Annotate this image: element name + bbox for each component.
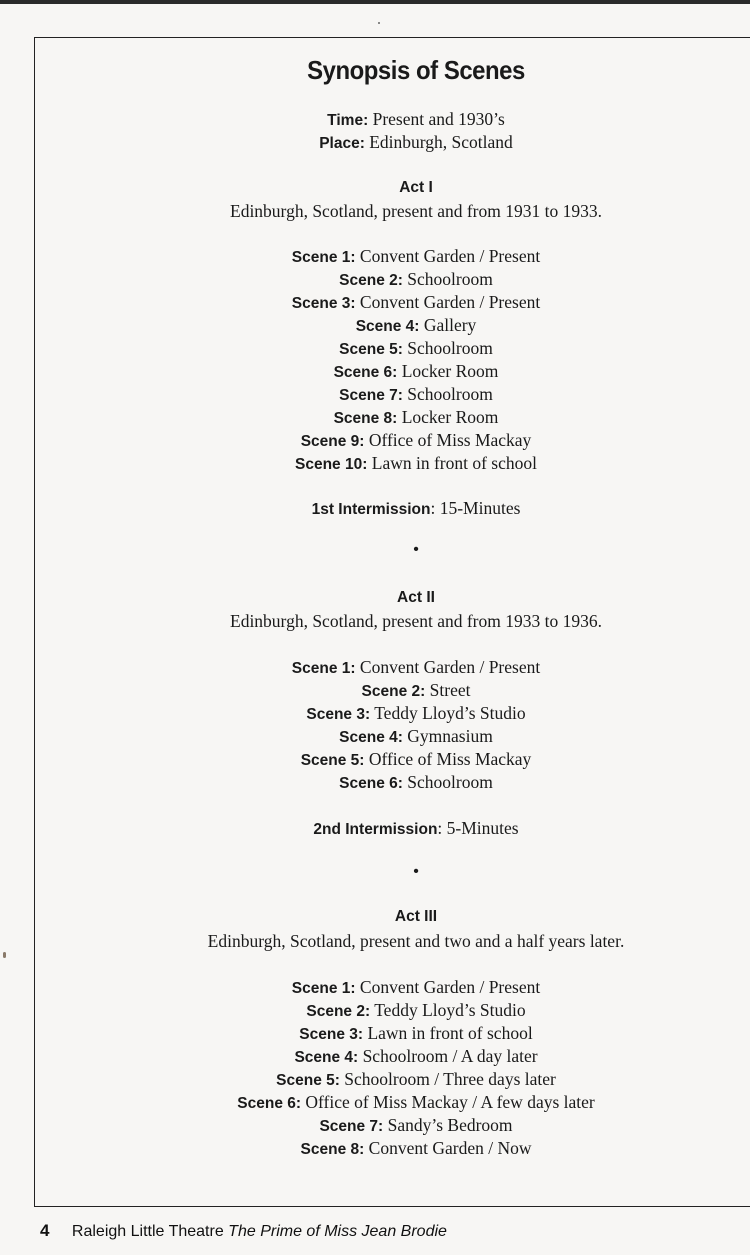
scene-value: Locker Room xyxy=(401,407,499,427)
scene-line xyxy=(34,360,750,384)
paper-speck xyxy=(378,22,380,24)
top-edge-line xyxy=(0,0,750,4)
place-label: Place: xyxy=(319,135,365,152)
scene-label: Scene 3: xyxy=(306,706,371,723)
scene-value: Convent Garden / Present xyxy=(359,977,541,997)
scene-line xyxy=(34,702,750,726)
scene-line xyxy=(34,268,750,292)
scene-value: Convent Garden / Now xyxy=(368,1138,532,1158)
scene-line xyxy=(34,976,750,1000)
scene-line xyxy=(34,679,750,703)
scene-value: Schoolroom xyxy=(407,269,493,289)
scene-value: Street xyxy=(429,680,471,700)
scene-line xyxy=(34,406,750,430)
scene-line xyxy=(34,383,750,407)
scene-value: Teddy Lloyd’s Studio xyxy=(374,1000,526,1020)
footer-play-title: The Prime of Miss Jean Brodie xyxy=(228,1223,447,1240)
scene-line xyxy=(34,314,750,338)
scene-value: Teddy Lloyd’s Studio xyxy=(374,703,526,723)
paper-speck-left xyxy=(3,952,6,958)
intermission-value: : 5-Minutes xyxy=(437,818,519,838)
scene-label: Scene 7: xyxy=(339,387,403,404)
scene-value: Office of Miss Mackay xyxy=(368,430,532,450)
act-1-heading: Act I xyxy=(399,179,433,196)
scene-label: Scene 5: xyxy=(339,341,403,358)
scene-value: Office of Miss Mackay / A few days later xyxy=(305,1092,595,1112)
scene-line xyxy=(34,337,750,361)
scene-line xyxy=(34,452,750,476)
scene-label: Scene 2: xyxy=(361,683,426,700)
scene-label: Scene 6: xyxy=(237,1095,302,1112)
scene-value: Schoolroom xyxy=(407,384,493,404)
time-line xyxy=(34,108,750,132)
scene-line xyxy=(34,1137,750,1161)
scene-value: Lawn in front of school xyxy=(371,453,537,473)
scene-label: Scene 4: xyxy=(339,729,403,746)
scene-value: Gallery xyxy=(423,315,477,335)
scene-label: Scene 9: xyxy=(300,433,365,450)
intermission-2 xyxy=(34,817,750,841)
scene-label: Scene 8: xyxy=(333,410,398,427)
scene-label: Scene 4: xyxy=(294,1049,359,1066)
scene-value: Schoolroom / Three days later xyxy=(344,1069,556,1089)
scene-label: Scene 3: xyxy=(291,295,356,312)
scene-label: Scene 1: xyxy=(291,980,356,997)
scene-value: Schoolroom / A day later xyxy=(362,1046,538,1066)
scene-value: Convent Garden / Present xyxy=(359,246,541,266)
scene-label: Scene 4: xyxy=(355,318,420,335)
scene-label: Scene 10: xyxy=(294,456,368,473)
scene-label: Scene 7: xyxy=(319,1118,384,1135)
scene-value: Convent Garden / Present xyxy=(359,657,541,677)
act-2-description: Edinburgh, Scotland, present and from 1933 to 1936. xyxy=(230,611,602,631)
act-1-description: Edinburgh, Scotland, present and from 1931 to 1933. xyxy=(230,201,602,221)
scene-value: Office of Miss Mackay xyxy=(368,749,532,769)
time-label: Time: xyxy=(327,112,369,129)
scene-line xyxy=(34,1045,750,1069)
scene-line xyxy=(34,245,750,269)
scene-line xyxy=(34,999,750,1023)
scene-value: Schoolroom xyxy=(407,772,493,792)
separator-bullet: • xyxy=(413,541,419,558)
intermission-label: 1st Intermission xyxy=(311,501,431,518)
footer-organization: Raleigh Little Theatre xyxy=(71,1223,224,1240)
scene-value: Sandy’s Bedroom xyxy=(387,1115,513,1135)
scene-value: Gymnasium xyxy=(407,726,493,746)
intermission-1 xyxy=(34,497,750,521)
page-footer xyxy=(40,1221,447,1241)
intermission-label: 2nd Intermission xyxy=(313,821,438,838)
scene-label: Scene 2: xyxy=(306,1003,371,1020)
place-value: Edinburgh, Scotland xyxy=(369,132,513,152)
place-line xyxy=(34,131,750,155)
scene-line xyxy=(34,429,750,453)
scene-line xyxy=(34,748,750,772)
scene-line xyxy=(34,1022,750,1046)
act-2-heading: Act II xyxy=(397,589,435,606)
scene-value: Lawn in front of school xyxy=(367,1023,533,1043)
scene-value: Schoolroom xyxy=(407,338,493,358)
scene-line xyxy=(34,656,750,680)
act-3-description: Edinburgh, Scotland, present and two and a half years later. xyxy=(207,931,625,951)
scene-line xyxy=(34,771,750,795)
scene-label: Scene 1: xyxy=(291,249,356,266)
scene-line xyxy=(34,1091,750,1115)
scene-value: Convent Garden / Present xyxy=(359,292,541,312)
scene-line xyxy=(34,291,750,315)
page-number: 4 xyxy=(40,1221,50,1240)
scene-line xyxy=(34,1068,750,1092)
scene-label: Scene 6: xyxy=(333,364,398,381)
scene-label: Scene 8: xyxy=(300,1141,365,1158)
scene-value: Locker Room xyxy=(401,361,499,381)
intermission-value: : 15-Minutes xyxy=(430,498,521,518)
scene-line xyxy=(34,1114,750,1138)
scene-label: Scene 3: xyxy=(299,1026,364,1043)
page-title: Synopsis of Scenes xyxy=(307,55,525,85)
scene-label: Scene 1: xyxy=(291,660,356,677)
time-value: Present and 1930’s xyxy=(372,109,505,129)
scene-label: Scene 5: xyxy=(300,752,365,769)
scene-label: Scene 5: xyxy=(276,1072,340,1089)
separator-bullet: • xyxy=(413,863,419,880)
scene-label: Scene 2: xyxy=(339,272,403,289)
act-3-heading: Act III xyxy=(394,908,438,925)
scene-line xyxy=(34,725,750,749)
scene-label: Scene 6: xyxy=(339,775,403,792)
